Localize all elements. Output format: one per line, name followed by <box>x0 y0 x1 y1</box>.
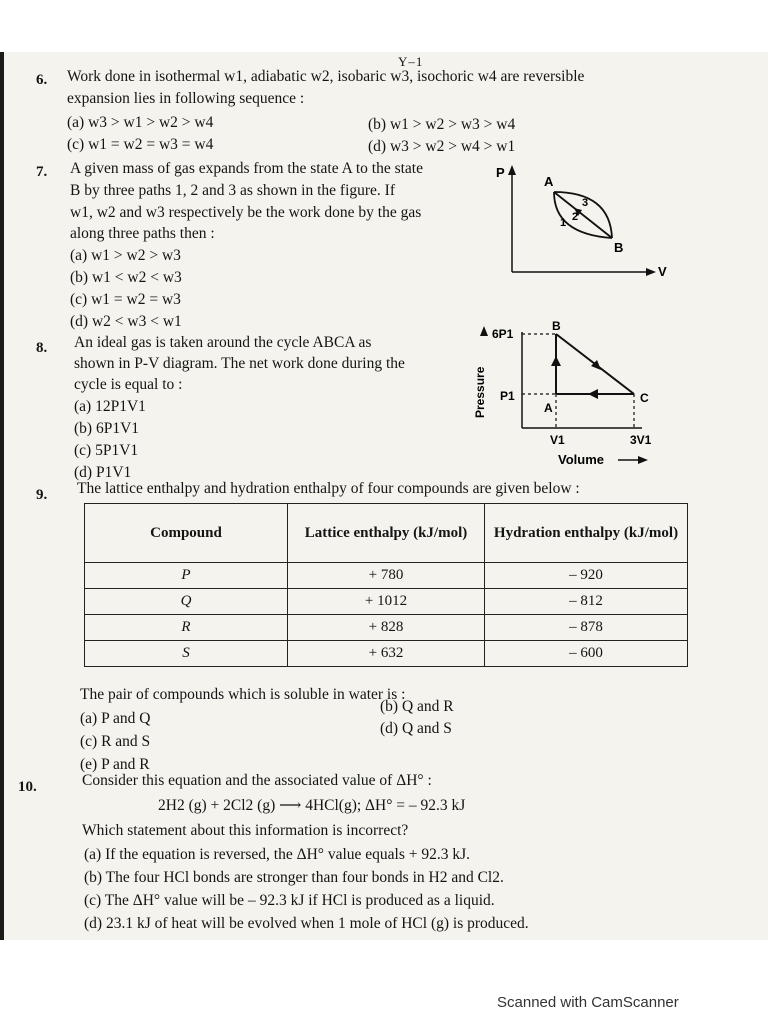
q7-option-d[interactable]: (d) w2 < w3 < w1 <box>70 313 182 330</box>
q7-point-b: B <box>614 240 624 255</box>
q6-option-d[interactable]: (d) w3 > w2 > w4 > w1 <box>368 138 516 155</box>
q10-option-a[interactable]: (a) If the equation is reversed, the ΔH° value equals + 92.3 kJ. <box>84 846 471 863</box>
q8-option-d[interactable]: (d) P1V1 <box>74 464 132 481</box>
q6-option-a[interactable]: (a) w3 > w1 > w2 > w4 <box>67 114 214 131</box>
q7-option-b[interactable]: (b) w1 < w2 < w3 <box>70 269 182 286</box>
enthalpy-table <box>84 503 688 667</box>
table-cell-compound: Q <box>85 589 288 615</box>
q8-option-a[interactable]: (a) 12P1V1 <box>74 398 146 415</box>
q8-point-a: A <box>544 401 553 415</box>
q9-question: The pair of compounds which is soluble in water is : <box>80 686 406 703</box>
q8-line3: cycle is equal to : <box>74 376 183 393</box>
q8-number: 8. <box>36 340 48 356</box>
q7-path-label-2: 2 <box>572 211 579 223</box>
q9-option-e[interactable]: (e) P and R <box>80 756 150 773</box>
table-row <box>85 563 688 589</box>
q7-path-label-3: 3 <box>582 197 589 209</box>
q8-y-tick-6p1: 6P1 <box>492 327 514 341</box>
q7-line4: along three paths then : <box>70 225 215 242</box>
q7-option-a[interactable]: (a) w1 > w2 > w3 <box>70 247 181 264</box>
table-row <box>85 615 688 641</box>
q8-x-tick-3v1: 3V1 <box>630 433 652 447</box>
q10-line1: Consider this equation and the associated value of ΔH° : <box>82 772 432 789</box>
table-cell-compound: P <box>85 563 288 589</box>
q8-point-c: C <box>640 391 649 405</box>
page-binding-edge <box>0 52 4 940</box>
q7-point-a: A <box>544 174 554 189</box>
q6-option-b[interactable]: (b) w1 > w2 > w3 > w4 <box>368 116 516 133</box>
q8-x-label: Volume <box>558 452 604 467</box>
table-cell-lattice: + 780 <box>288 563 485 589</box>
q8-arrow-ab-icon <box>551 356 561 366</box>
table-header-hydration: Hydration enthalpy (kJ/mol) <box>485 504 688 563</box>
q7-y-arrow-icon <box>508 165 516 175</box>
table-header-compound: Compound <box>85 504 288 563</box>
q10-option-c[interactable]: (c) The ΔH° value will be – 92.3 kJ if HCl is produced as a liquid. <box>84 892 495 909</box>
q10-number: 10. <box>18 779 37 795</box>
table-cell-lattice: + 828 <box>288 615 485 641</box>
q7-number: 7. <box>36 164 48 180</box>
q8-pv-figure <box>470 318 670 474</box>
q7-x-label: V <box>658 264 667 279</box>
q7-line1: A given mass of gas expands from the state A to the state <box>70 160 423 177</box>
q10-question: Which statement about this information is incorrect? <box>82 822 409 839</box>
table-cell-lattice: + 1012 <box>288 589 485 615</box>
q10-option-d[interactable]: (d) 23.1 kJ of heat will be evolved when 1 mole of HCl (g) is produced. <box>84 915 529 932</box>
q9-option-b[interactable]: (b) Q and R <box>380 698 454 715</box>
q8-arrow-ca-icon <box>588 389 598 399</box>
table-cell-hydration: – 600 <box>485 641 688 667</box>
scanner-watermark: Scanned with CamScanner <box>497 994 679 1011</box>
table-cell-lattice: + 632 <box>288 641 485 667</box>
page-header-mark: Y–1 <box>398 54 424 69</box>
table-header-row <box>85 504 688 563</box>
q7-option-c[interactable]: (c) w1 = w2 = w3 <box>70 291 181 308</box>
q10-option-b[interactable]: (b) The four HCl bonds are stronger than four bonds in H2 and Cl2. <box>84 869 504 886</box>
q9-option-a[interactable]: (a) P and Q <box>80 710 151 727</box>
q8-option-b[interactable]: (b) 6P1V1 <box>74 420 140 437</box>
q8-point-b: B <box>552 319 561 333</box>
q7-y-label: P <box>496 165 505 180</box>
q7-line3: w1, w2 and w3 respectively be the work done by the gas <box>70 204 422 221</box>
q7-pv-figure <box>490 162 680 290</box>
q6-line2: expansion lies in following sequence : <box>67 90 305 107</box>
q9-number: 9. <box>36 487 48 503</box>
table-cell-compound: R <box>85 615 288 641</box>
q8-option-c[interactable]: (c) 5P1V1 <box>74 442 139 459</box>
table-cell-hydration: – 812 <box>485 589 688 615</box>
q6-number: 6. <box>36 72 48 88</box>
q8-line2: shown in P-V diagram. The net work done during the <box>74 355 405 372</box>
q8-y-tick-p1: P1 <box>500 389 515 403</box>
table-cell-hydration: – 878 <box>485 615 688 641</box>
q8-volume-arrow-icon <box>638 456 648 464</box>
q9-intro: The lattice enthalpy and hydration enthalpy of four compounds are given below : <box>77 480 580 497</box>
q7-path-label-1: 1 <box>560 217 567 229</box>
q7-line2: B by three paths 1, 2 and 3 as shown in the figure. If <box>70 182 396 199</box>
q6-option-c[interactable]: (c) w1 = w2 = w3 = w4 <box>67 136 214 153</box>
table-header-lattice: Lattice enthalpy (kJ/mol) <box>288 504 485 563</box>
q7-x-arrow-icon <box>646 268 656 276</box>
table-row <box>85 641 688 667</box>
table-cell-compound: S <box>85 641 288 667</box>
q8-pressure-arrow-icon <box>480 326 488 336</box>
table-row <box>85 589 688 615</box>
table-cell-hydration: – 920 <box>485 563 688 589</box>
q9-option-d[interactable]: (d) Q and S <box>380 720 452 737</box>
q9-option-c[interactable]: (c) R and S <box>80 733 151 750</box>
q8-line1: An ideal gas is taken around the cycle ABCA as <box>74 334 372 351</box>
q6-line1: Work done in isothermal w1, adiabatic w2, isobaric w3, isochoric w4 are reversible <box>67 68 585 85</box>
q8-x-tick-v1: V1 <box>550 433 565 447</box>
q8-y-label: Pressure <box>473 366 487 418</box>
q10-equation: 2H2 (g) + 2Cl2 (g) ⟶ 4HCl(g); ΔH° = – 92.3 kJ <box>158 797 466 814</box>
